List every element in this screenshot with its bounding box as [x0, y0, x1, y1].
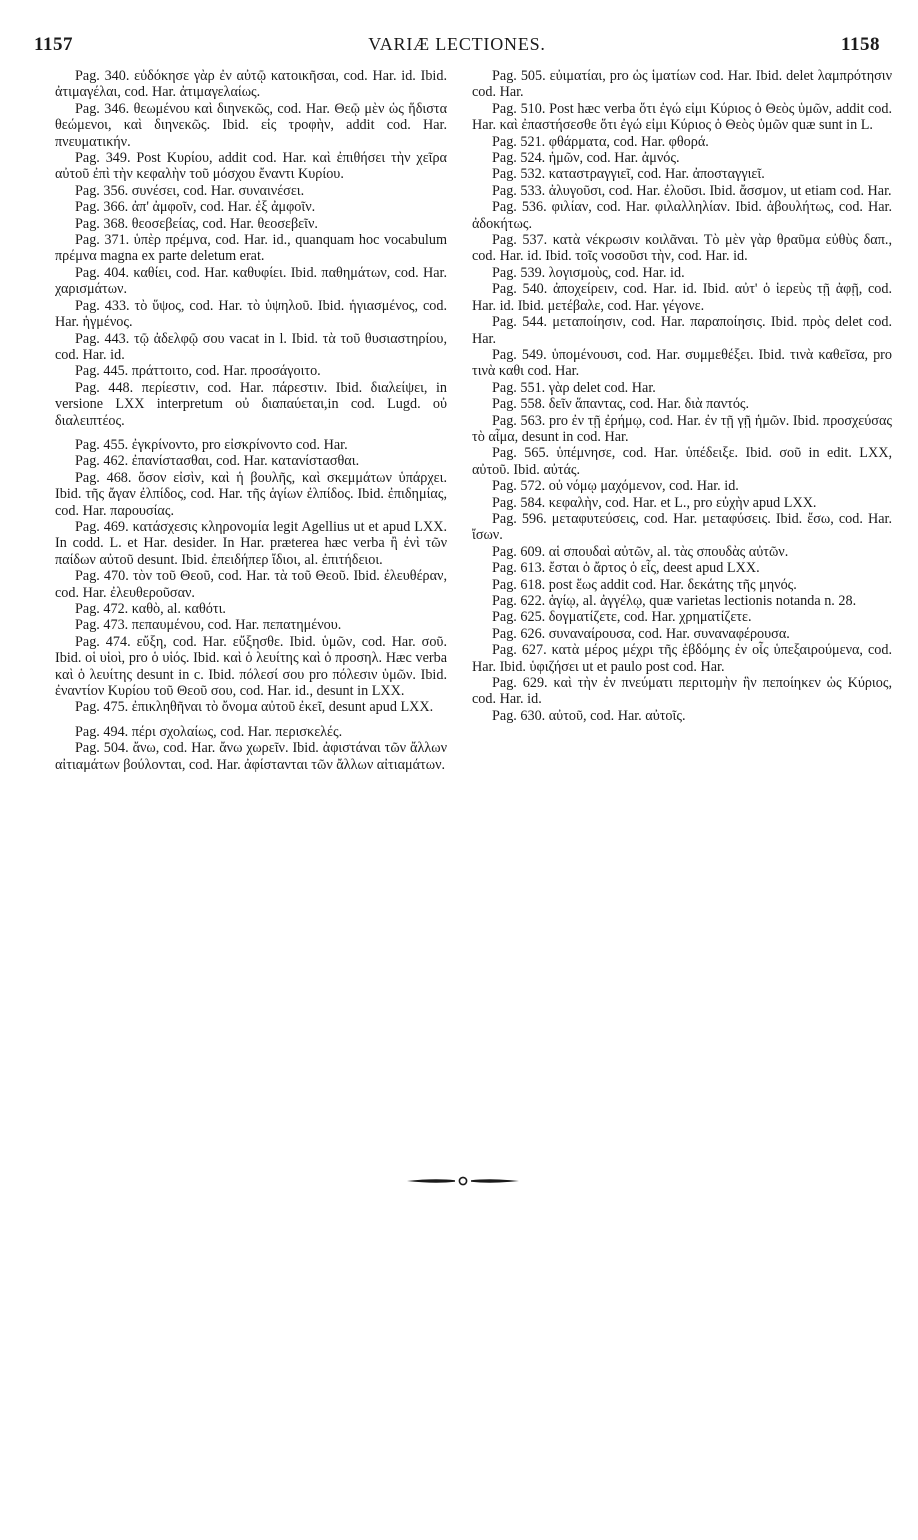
variant-entry: Pag. 613. ἔσται ὁ ἄρτος ὁ εἷς, deest apud LXX. [492, 560, 760, 577]
variant-entry: Pag. 532. καταστραγγιεῖ, cod. Har. ἀποσταγγιεῖ. [492, 166, 765, 183]
variant-entry: Pag. 505. εὐιματίαι, pro ὡς ἱματίων cod. Har. Ibid. delet λαμπρότησιν cod. Har. [472, 68, 892, 101]
page-number-left: 1157 [34, 34, 73, 55]
variant-entry: Pag. 475. ἐπικληθῆναι τὸ ὄνομα αὐτοῦ ἐκεῖ, desunt apud LXX. [75, 699, 434, 716]
variant-entry: Pag. 472. καθὸ, al. καθότι. [75, 601, 226, 617]
variant-entry: Pag. 448. περίεστιν, cod. Har. πάρεστιν. Ibid. διαλείψει, in versione LXX interpretum οὐ διαπαύεται,in cod. Lugd. οὐ διαλειπτέος. [55, 379, 447, 429]
variant-entry: Pag. 630. αὐτοῦ, cod. Har. αὐτοῖς. [492, 707, 686, 724]
variant-entry: Pag. 622. ἁγίῳ, al. ἀγγέλῳ, quæ varietas lectionis notanda n. 28. [492, 593, 857, 609]
variant-entry: Pag. 537. κατὰ νέκρωσιν κοιλᾶναι. Τὸ μὲν γὰρ θραῦμα εὐθὺς δαπ., cod. Har. id. Ibid. τοῖς νοσοῦσι τὴν, cod. Har. id. [472, 232, 892, 265]
variant-entry: Pag. 494. πέρι σχολαίως, cod. Har. περισκελές. [75, 723, 343, 740]
variant-entry: Pag. 584. κεφαλὴν, cod. Har. et L., pro εὐχὴν apud LXX. [492, 494, 817, 511]
variant-entry: Pag. 404. καθίει, cod. Har. καθυφίει. Ibid. παθημάτων, cod. Har. χαρισμάτων. [55, 264, 447, 298]
variant-entry: Pag. 462. ἐπανίστασθαι, cod. Har. κατανίστασθαι. [75, 453, 360, 470]
variant-entry: Pag. 625. δογματίζετε, cod. Har. χρηματίζετε. [492, 609, 752, 626]
variant-entry: Pag. 563. pro ἐν τῇ ἐρήμῳ, cod. Har. ἐν τῇ γῇ ἡμῶν. Ibid. προσχεύσας τὸ αἷμα, desunt in cod. Har. [472, 412, 892, 445]
variant-entry: Pag. 533. ἀλυγοῦσι, cod. Har. ἐλοῦσι. Ibid. ἄσσμον, ut etiam cod. Har. [492, 182, 892, 199]
variant-entry: Pag. 368. θεοσεβείας, cod. Har. θεοσεβεῖν. [75, 215, 318, 232]
page-header [34, 34, 880, 60]
running-title: VARIÆ LECTIONES. [368, 34, 546, 54]
end-ornament [405, 1175, 521, 1187]
right-column [472, 68, 892, 724]
variant-entry: Pag. 371. ὑπὲρ πρέμνα, cod. Har. id., quanquam hoc vocabulum πρέμνα magna ex parte deletum erat. [55, 232, 447, 265]
variant-entry: Pag. 572. οὐ νόμῳ μαχόμενον, cod. Har. id. [492, 478, 739, 495]
variant-entry: Pag. 470. τὸν τοῦ Θεοῦ, cod. Har. τὰ τοῦ Θεοῦ. Ibid. ἐλευθέραν, cod. Har. ἐλευθεροῦσαν. [55, 568, 447, 601]
variant-entry: Pag. 349. Post Κυρίου, addit cod. Har. καὶ ἐπιθήσει τὴν χεῖρα αὐτοῦ ἐπὶ τὴν κεφαλὴν τοῦ μόσχου ἔναντι Κυρίου. [55, 150, 447, 183]
variant-entry: Pag. 346. θεωμένου καὶ διηνεκῶς, cod. Har. Θεῷ μὲν ὡς ἥδιστα θεώμενοι, καὶ διηνεκῶς. Ibid. εἰς τροφὴν, addit cod. Har. πνευματικήν. [55, 100, 447, 150]
variant-entry: Pag. 445. πράττοιτο, cod. Har. προσάγοιτο. [75, 363, 321, 380]
variant-entry: Pag. 474. εὔξη, cod. Har. εὔξησθε. Ibid. ὑμῶν, cod. Har. σοῦ. Ibid. οἱ υἱοὶ, pro ὁ υἱός. Ibid. καὶ ὁ λευίτης καὶ ὁ προσηλ. Hæc verba καὶ ὁ λευίτης desunt in c. Ibid. πόλεσί σου pro πόλεσιν ὑμῶν. Ibid. ἐναντίον Κυρίου τοῦ Θεοῦ σου, cod. Har. id., desunt in LXX. [55, 633, 447, 700]
variant-entry: Pag. 504. ἄνω, cod. Har. ἄνω χωρεῖν. Ibid. ἀφιστάναι τῶν ἄλλων αἰτιαμάτων βούλονται, cod. Har. ἀφίστανται τῶν ἄλλων αἰτιαμάτων. [55, 740, 447, 773]
variant-entry: Pag. 596. μεταφυτεύσεις, cod. Har. μεταφύσεις. Ibid. ἔσω, cod. Har. ἴσων. [472, 510, 892, 544]
variant-entry: Pag. 558. δεῖν ἅπαντας, cod. Har. διὰ παντός. [492, 396, 750, 413]
variant-entry: Pag. 510. Post hæc verba ὅτι ἐγώ εἰμι Κύριος ὁ Θεὸς ὑμῶν, addit cod. Har. καὶ ἐπαστήσεσθε ὅτι ἐγώ εἰμι Κύριος ὁ Θεὸς ὑμῶν quæ sunt in L. [472, 100, 892, 134]
variant-entry: Pag. 340. εὐδόκησε γὰρ ἐν αὐτῷ κατοικῆσαι, cod. Har. id. Ibid. ἀτιμαγέλαι, cod. Har. ἀτιμαγελαίως. [55, 68, 447, 101]
variant-entry: Pag. 629. καὶ τὴν ἐν πνεύματι περιτομὴν ἣν πεποίηκεν ὡς Κύριος, cod. Har. id. [472, 675, 892, 708]
variant-entry: Pag. 356. συνέσει, cod. Har. συναινέσει. [75, 182, 305, 199]
variant-entry: Pag. 539. λογισμοὺς, cod. Har. id. [492, 264, 685, 281]
variant-entry: Pag. 536. φιλίαν, cod. Har. φιλαλληλίαν. Ibid. ἀβουλήτως, cod. Har. ἀδοκήτως. [472, 199, 892, 232]
variant-entry: Pag. 565. ὑπέμνησε, cod. Har. ὑπέδειξε. Ibid. σοῦ in edit. LXX, αὐτοῦ. Ibid. αὐτάς. [472, 445, 892, 478]
variant-entry: Pag. 626. συναναίρουσα, cod. Har. συναναφέρουσα. [492, 625, 790, 642]
variant-entry: Pag. 524. ἡμῶν, cod. Har. ἀμνός. [492, 150, 680, 167]
page-number-right: 1158 [841, 34, 880, 55]
variant-entry: Pag. 627. κατὰ μέρος μέχρι τῆς ἑβδόμης ἐν οἷς ὑπεξαιρούμενα, cod. Har. Ibid. ὑφιζήσει ut et paulo post cod. Har. [472, 642, 892, 675]
variant-entry: Pag. 366. ἀπ' ἀμφοῖν, cod. Har. ἐξ ἀμφοῖν. [75, 199, 316, 216]
variant-entry: Pag. 618. post ἕως addit cod. Har. δεκάτης τῆς μηνός. [492, 576, 797, 593]
variant-entry: Pag. 540. ἀποχείρειν, cod. Har. id. Ibid. αὐτ' ὁ ἱερεὺς τῇ ἀφῇ, cod. Har. id. Ibid. μετέβαλε, cod. Har. γέγονε. [472, 281, 892, 314]
variant-entry: Pag. 473. πεπαυμένου, cod. Har. πεπατημένου. [75, 617, 342, 634]
variant-entry: Pag. 544. μεταποίησιν, cod. Har. παραποίησις. Ibid. πρὸς delet cod. Har. [472, 314, 892, 347]
variant-entry: Pag. 468. ὅσον εἰσὶν, καὶ ἡ βουλῆς, καὶ σκεμμάτων ὑπάρχει. Ibid. τῆς ἄγαν ἐλπίδος, cod. Har. τῆς ἁγίων ἐλπίδος. Ibid. ἐπιδημίας, cod. Har. παρουσίας. [55, 469, 447, 519]
variant-entry: Pag. 443. τῷ ἀδελφῷ σου vacat in l. Ibid. τὰ τοῦ θυσιαστηρίου, cod. Har. id. [55, 330, 447, 363]
variant-entry: Pag. 549. ὑπομένουσι, cod. Har. συμμεθέξει. Ibid. τινὰ καθεῖσα, pro τινὰ καθι cod. Har. [472, 346, 892, 380]
variant-entry: Pag. 521. φθάρματα, cod. Har. φθορά. [492, 133, 709, 150]
variant-entry: Pag. 455. ἐγκρίνοντο, pro εἰσκρίνοντο cod. Har. [75, 436, 348, 453]
left-column [55, 68, 447, 773]
variant-entry: Pag. 551. γὰρ delet cod. Har. [492, 379, 656, 396]
variant-entry: Pag. 469. κατάσχεσις κληρονομία legit Agellius ut et apud LXX. In codd. L. et Har. desider. In Har. præterea hæc verba ἢ ἐνὶ τῶν παίδων αὐτοῦ desunt. Ibid. ἐπειδήπερ ἴδιοι, al. ἐπιτήδειοι. [55, 518, 447, 568]
variant-entry: Pag. 433. τὸ ὕψος, cod. Har. τὸ ὑψηλοῦ. Ibid. ἡγιασμένος, cod. Har. ἡγμένος. [55, 297, 447, 331]
variant-entry: Pag. 609. αἱ σπουδαὶ αὐτῶν, al. τὰς σπουδὰς αὐτῶν. [492, 543, 789, 560]
